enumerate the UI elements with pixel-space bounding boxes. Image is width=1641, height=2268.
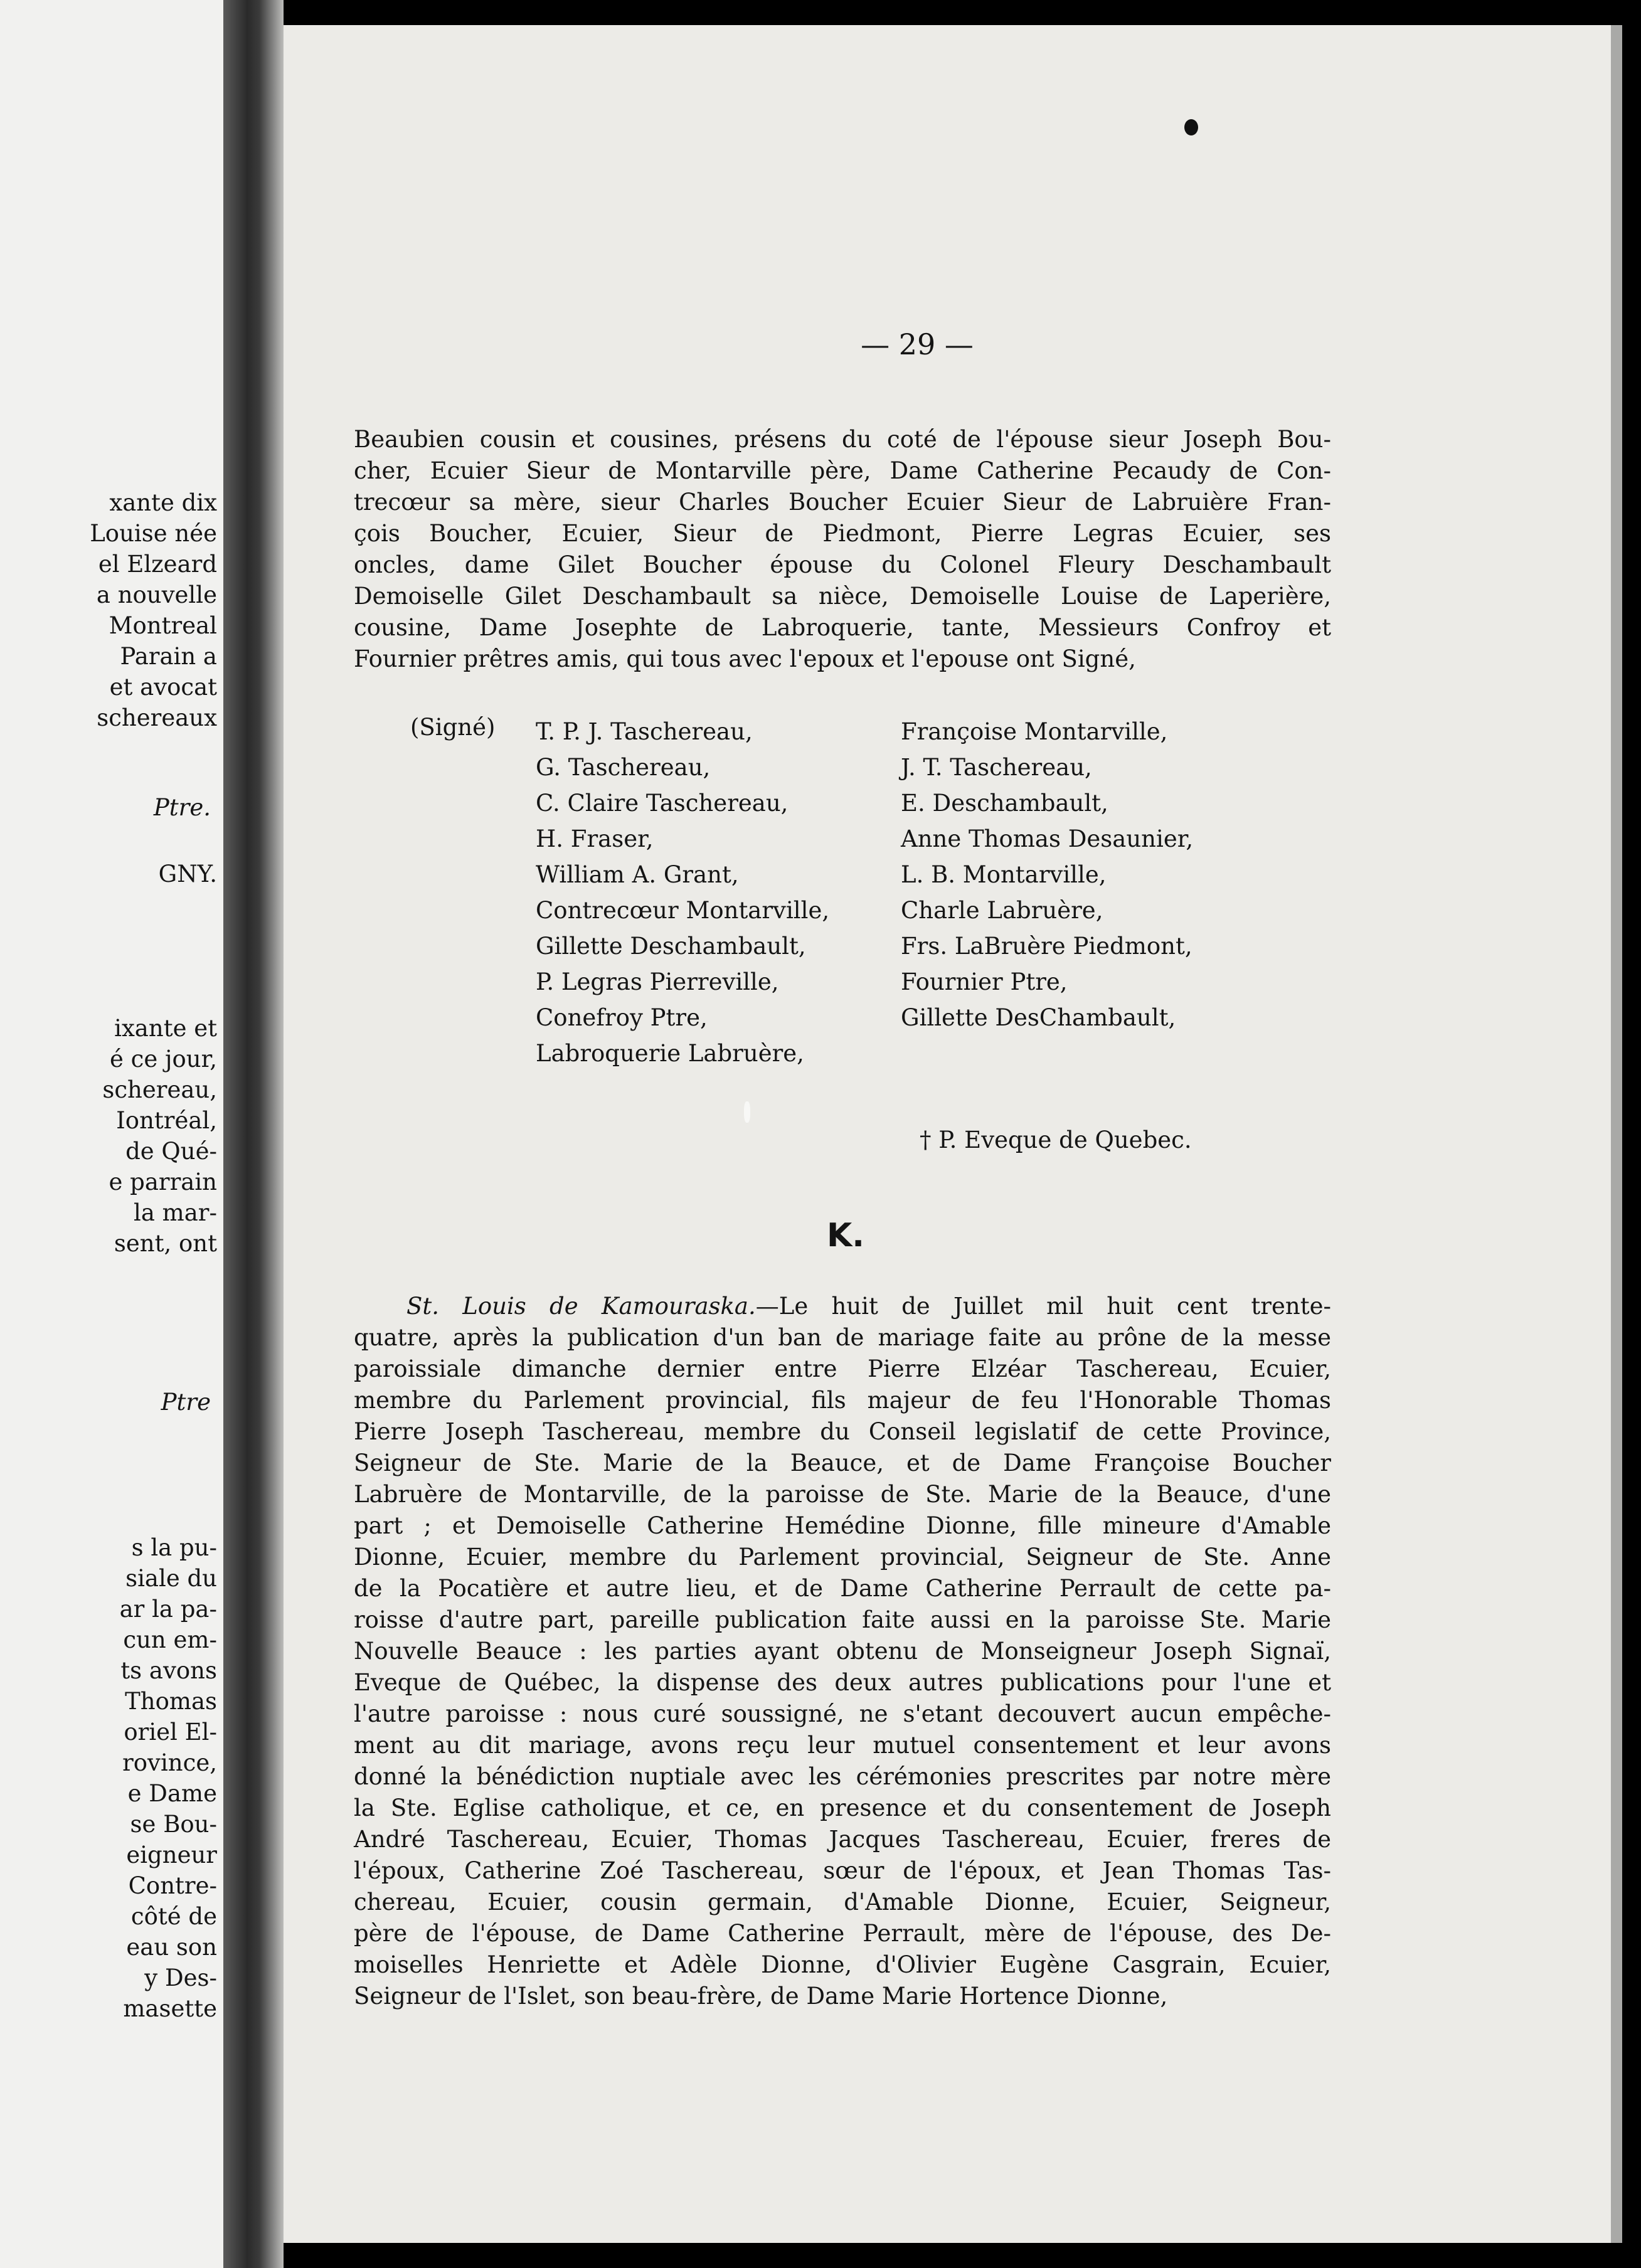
signature-column-left xyxy=(536,714,829,1071)
bishop-signature: † P. Eveque de Quebec. xyxy=(920,1126,1192,1153)
previous-page-strip xyxy=(0,0,223,2268)
left-page-line: xante dix xyxy=(109,489,217,516)
left-page-line: Montreal xyxy=(109,612,217,639)
page-edge xyxy=(1611,25,1622,2243)
left-page-line: eau son xyxy=(126,1934,217,1961)
text-line: Fournier prêtres amis, qui tous avec l'epoux et l'epouse ont Signé, xyxy=(354,645,1136,672)
text-line: de la Pocatière et autre lieu, et de Dame Catherine Perrault de cette pa- xyxy=(354,1575,1331,1602)
left-page-line: eigneur xyxy=(126,1841,217,1868)
left-page-line: ixante et xyxy=(114,1015,217,1042)
left-page-line: é ce jour, xyxy=(110,1046,217,1073)
left-page-line: côté de xyxy=(130,1903,217,1930)
signature-name: Conefroy Ptre, xyxy=(536,1004,708,1031)
text-line: la Ste. Eglise catholique, et ce, en presence et du consentement de Joseph xyxy=(354,1794,1331,1821)
text-line: père de l'épouse, de Dame Catherine Perrault, mère de l'épouse, des De- xyxy=(354,1920,1331,1947)
signature-name: Frs. LaBruère Piedmont, xyxy=(901,933,1192,960)
text-line: ment au dit mariage, avons reçu leur mutuel consentement et leur avons xyxy=(354,1732,1331,1759)
signature-name: L. B. Montarville, xyxy=(901,861,1107,888)
signature-name: H. Fraser, xyxy=(536,825,654,852)
left-page-line: Ptre xyxy=(161,1389,211,1416)
text-line: çois Boucher, Ecuier, Sieur de Piedmont, Pierre Legras Ecuier, ses xyxy=(354,520,1331,547)
signature-name: E. Deschambault, xyxy=(901,790,1108,817)
signature-column-right xyxy=(901,714,1193,1036)
section-heading: K. xyxy=(826,1217,865,1254)
text-line: cousine, Dame Josephte de Labroquerie, tante, Messieurs Confroy et xyxy=(354,614,1331,641)
signature-name: Contrecœur Montarville, xyxy=(536,897,830,924)
text-line: l'époux, Catherine Zoé Taschereau, sœur de l'époux, et Jean Thomas Tas- xyxy=(354,1857,1331,1884)
text-line: trecœur sa mère, sieur Charles Boucher Ecuier Sieur de Labruière Fran- xyxy=(354,489,1331,516)
text-line: André Taschereau, Ecuier, Thomas Jacques Taschereau, Ecuier, freres de xyxy=(354,1826,1331,1853)
signature-name: Françoise Montarville, xyxy=(901,718,1168,745)
text-line: Seigneur de Ste. Marie de la Beauce, et de Dame Françoise Boucher xyxy=(354,1449,1331,1476)
place-name: St. Louis de Kamouraska. xyxy=(406,1293,756,1320)
scan-speck xyxy=(1184,119,1198,135)
document-page xyxy=(284,25,1611,2243)
signature-name: P. Legras Pierreville, xyxy=(536,968,779,995)
scan-speck xyxy=(744,1101,750,1123)
paragraph-first-line xyxy=(354,1291,1331,1322)
left-page-line: de Qué- xyxy=(125,1138,217,1165)
book-gutter xyxy=(223,0,284,2268)
signature-name: Labroquerie Labruère, xyxy=(536,1040,804,1067)
left-page-line: oriel El- xyxy=(124,1719,217,1746)
left-page-line: Contre- xyxy=(128,1872,217,1899)
text-line: roisse d'autre part, pareille publication faite aussi en la paroisse Ste. Marie xyxy=(354,1606,1331,1633)
left-page-line: Parain a xyxy=(120,643,217,670)
signature-name: Anne Thomas Desaunier, xyxy=(901,825,1194,852)
left-page-line: a nouvelle xyxy=(96,581,217,608)
text-line: Eveque de Québec, la dispense des deux autres publications pour l'une et xyxy=(354,1669,1331,1696)
text-line: Nouvelle Beauce : les parties ayant obtenu de Monseigneur Joseph Signaï, xyxy=(354,1638,1331,1665)
signature-name: C. Claire Taschereau, xyxy=(536,790,789,817)
left-page-line: Ptre. xyxy=(153,794,211,821)
text-line: cher, Ecuier Sieur de Montarville père, Dame Catherine Pecaudy de Con- xyxy=(354,457,1331,484)
left-page-line: GNY. xyxy=(158,861,217,888)
signature-name: Fournier Ptre, xyxy=(901,968,1068,995)
first-line-text: —Le huit de Juillet mil huit cent trente- xyxy=(755,1293,1331,1320)
left-page-line: sent, ont xyxy=(114,1230,217,1257)
left-page-line: masette xyxy=(123,1995,217,2022)
text-line: paroissiale dimanche dernier entre Pierre Elzéar Taschereau, Ecuier, xyxy=(354,1355,1331,1382)
left-page-line: Louise née xyxy=(90,520,217,547)
left-page-line: Iontréal, xyxy=(116,1107,217,1134)
left-page-line: y Des- xyxy=(144,1964,217,1991)
text-line: membre du Parlement provincial, fils majeur de feu l'Honorable Thomas xyxy=(354,1387,1331,1414)
signed-label: (Signé) xyxy=(410,714,496,741)
page-number: — 29 — xyxy=(861,327,974,361)
signature-name: Charle Labruère, xyxy=(901,897,1103,924)
paragraph-marriage-record xyxy=(354,1291,1331,2012)
text-line: l'autre paroisse : nous curé soussigné, ne s'etant decouvert aucun empêche- xyxy=(354,1700,1331,1727)
signature-name: Gillette Deschambault, xyxy=(536,933,806,960)
left-page-line: Thomas xyxy=(125,1688,217,1715)
text-line: oncles, dame Gilet Boucher épouse du Colonel Fleury Deschambault xyxy=(354,551,1331,578)
left-page-line: rovince, xyxy=(122,1749,217,1776)
left-page-line: se Bou- xyxy=(130,1811,217,1838)
left-page-line: la mar- xyxy=(134,1199,217,1226)
left-page-line: ar la pa- xyxy=(119,1596,217,1623)
text-line: quatre, après la publication d'un ban de mariage faite au prône de la messe xyxy=(354,1324,1331,1351)
left-page-line: s la pu- xyxy=(131,1534,217,1561)
signature-name: T. P. J. Taschereau, xyxy=(536,718,753,745)
left-page-line: e Dame xyxy=(127,1780,217,1807)
text-line: donné la bénédiction nuptiale avec les cérémonies prescrites par notre mère xyxy=(354,1763,1331,1790)
left-page-line: cun em- xyxy=(123,1626,217,1653)
left-page-line: schereau, xyxy=(102,1076,217,1103)
left-page-line: schereaux xyxy=(97,704,217,731)
signature-name: J. T. Taschereau, xyxy=(901,754,1092,781)
text-line: chereau, Ecuier, cousin germain, d'Amable Dionne, Ecuier, Seigneur, xyxy=(354,1889,1331,1916)
left-page-line: siale du xyxy=(125,1565,217,1592)
text-line: moiselles Henriette et Adèle Dionne, d'Olivier Eugène Casgrain, Ecuier, xyxy=(354,1951,1331,1978)
text-line: part ; et Demoiselle Catherine Hemédine Dionne, fille mineure d'Amable xyxy=(354,1512,1331,1539)
text-line: Seigneur de l'Islet, son beau-frère, de Dame Marie Hortence Dionne, xyxy=(354,1983,1168,2010)
signature-name: William A. Grant, xyxy=(536,861,739,888)
text-line: Pierre Joseph Taschereau, membre du Conseil legislatif de cette Province, xyxy=(354,1418,1331,1445)
left-page-line: el Elzeard xyxy=(98,551,217,578)
left-page-line: ts avons xyxy=(120,1657,217,1684)
paragraph-continuation xyxy=(354,424,1331,675)
text-line: Labruère de Montarville, de la paroisse de Ste. Marie de la Beauce, d'une xyxy=(354,1481,1331,1508)
signature-name: G. Taschereau, xyxy=(536,754,711,781)
text-line: Beaubien cousin et cousines, présens du coté de l'épouse sieur Joseph Bou- xyxy=(354,426,1331,453)
text-line: Dionne, Ecuier, membre du Parlement provincial, Seigneur de Ste. Anne xyxy=(354,1544,1331,1571)
signature-name: Gillette DesChambault, xyxy=(901,1004,1176,1031)
left-page-line: e parrain xyxy=(109,1168,217,1195)
left-page-line: et avocat xyxy=(109,674,217,701)
text-line: Demoiselle Gilet Deschambault sa nièce, Demoiselle Louise de Laperière, xyxy=(354,583,1331,610)
